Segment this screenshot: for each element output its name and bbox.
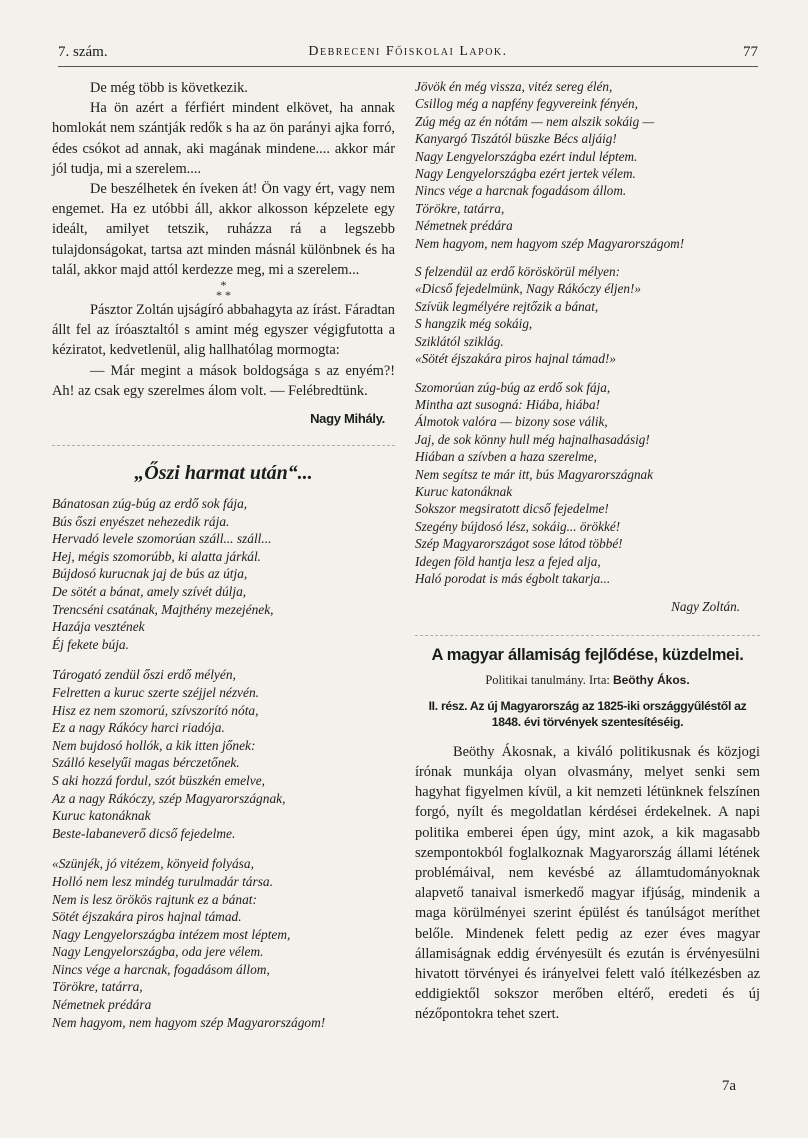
verse-line: Törökre, tatárra,: [415, 200, 505, 216]
verse-line: Nincs vége a harcnak, fogadásom állom,: [52, 961, 270, 977]
verse-line: Nagy Lengyelországba, oda jere vélem.: [52, 944, 264, 960]
verse-line: Mintha azt susogná: Hiába, hiába!: [415, 396, 600, 412]
section-stars: [52, 278, 395, 303]
verse-line: Hisz ez nem szomorú, szívszorító nóta,: [52, 702, 259, 718]
right-column: [415, 78, 760, 1025]
verse-line: Jaj, de sok könny hull még hajnalhasadásig!: [415, 431, 650, 447]
divider: [415, 626, 760, 636]
article-body: Beöthy Ákosnak, a kiváló politikusnak és közjogi írónak munkája olyan olvasmány, melyet senki sem hagyhat figyelmen kívül, a kit nemzeti létünknek felszínen forgó, nyílt és megoldatlan kérdései érdekelnek. A napi politika emberei épen úgy, mint azok, a kik magasabb szempontokból foglalkoznak Magyarország állami létének problémáival, nem kevésbé az államtudományoknak alapvető tanaival ismerkedő magyar ifjúság, mindenik a maga körülményei szerint épülést és tanúlságot meríthet belőle. Mindenek felett pedig az ezer éves magyar államiságnak eddig érvényesült és ezután is érvényesülni hivatott törvényei és irányelvei felett való ítélkezésben az eddigiektől sokszor merőben eltérő, eredeti és új nézőpontokra tehet szert.: [415, 743, 760, 1023]
story-paragraph: Ha ön azért a férfiért mindent elkövet, ha annak homlokát nem szántják redők s ha az ön parányi ajka forró, édes csókot ad annak, aki magának mindene.... akkor már jól tudja, mi a szerelem....: [52, 100, 395, 177]
verse-line: Szálló keselyűi magas bérczetőnek.: [52, 755, 240, 771]
verse-line: Hazája vesztének: [52, 619, 145, 635]
verse-line: «Dicső fejedelmünk, Nagy Rákóczy éljen!»: [415, 281, 641, 297]
divider: [52, 436, 395, 446]
story-paragraph: De beszélhetek én íveken át! Ön vagy ért, vagy nem engemet. Ha ez utóbbi áll, akkor alkosson képzelete egy ideált, amilyet tetszik, ruházza rá a legszebb tulajdonságokat, tartsa azt minden másnál különbnek és ha talál, akkor majd attól kerdezze meg, mi a szerelem...: [52, 181, 395, 278]
verse-line: Sokszor megsiratott dicső fejedelme!: [415, 501, 609, 517]
verse-line: Jövök én még vissza, vitéz sereg élén,: [415, 79, 613, 94]
signature-mark: 7a: [721, 1078, 736, 1094]
verse-line: Nem is lesz örökös rajtunk ez a bánat:: [52, 891, 257, 907]
poet-signature: Nagy Zoltán.: [671, 599, 740, 615]
star-top: *: [220, 278, 227, 293]
verse-line: Bánatosan zúg-búg az erdő sok fája,: [52, 496, 248, 512]
poem: [52, 495, 395, 1031]
verse-line: Nem bujdosó hollók, a kik itten jőnek:: [52, 737, 256, 753]
article-title: A magyar államiság fejlődése, küzdelmei.: [431, 645, 744, 664]
verse-line: Zúg még az én nótám — nem alszik sokáig —: [415, 113, 655, 129]
verse-line: Szívük legmélyére rejtőzik a bánat,: [415, 298, 599, 314]
verse-line: Nem segítsz te már itt, bús Magyarországnak: [415, 466, 653, 482]
verse-line: Szomorúan zúg-búg az erdő sok fája,: [415, 379, 611, 395]
subtitle-prefix: Politikai tanulmány. Irta:: [485, 672, 610, 687]
verse-line: Németnek prédára: [52, 997, 152, 1013]
verse-line: Törökre, tatárra,: [52, 979, 143, 995]
verse-line: Idegen föld hantja lesz a fejed alja,: [415, 553, 601, 569]
verse-line: Németnek prédára: [415, 218, 513, 234]
stanza: [52, 495, 395, 653]
verse-line: Nincs vége a harcnak fogadásom állom.: [415, 183, 627, 199]
article-subtitle: [415, 673, 760, 688]
author-signature: Nagy Mihály.: [310, 411, 385, 427]
verse-line: Hej, mégis szomorúbb, ki alatta járkál.: [52, 548, 262, 564]
verse-line: S hangzik még sokáig,: [415, 316, 533, 332]
verse-line: Nagy Lengyelországba ezért indul léptem.: [415, 148, 638, 164]
story-paragraph: De még több is következik.: [90, 80, 248, 96]
story-paragraph: Pásztor Zoltán ujságíró abbahagyta az írást. Fáradtan állt fel az íróasztaltól s amint még egyszer végigfutotta a kéziratot, kedvetlenül, alig hallhatólag mormogta:: [52, 302, 395, 359]
verse-line: Hervadó levele szomorúan száll... száll...: [52, 531, 272, 547]
verse-line: Bús őszi enyészet nehezedik rája.: [52, 513, 230, 529]
stanza: [415, 78, 760, 252]
verse-line: S aki hozzá fordul, szót büszkén emelve,: [52, 772, 265, 788]
verse-line: «Sötét éjszakára piros hajnal támad!»: [415, 351, 616, 367]
verse-line: S felzendül az erdő köröskörül mélyen:: [415, 264, 620, 280]
verse-line: Beste-labaneverő dicső fejedelme.: [52, 825, 236, 841]
verse-line: Nem hagyom, nem hagyom szép Magyarországom!: [415, 235, 685, 251]
verse-line: Nem hagyom, nem hagyom szép Magyarországom!: [52, 1014, 326, 1030]
journal-title: Debreceni Főiskolai Lapok.: [308, 44, 508, 59]
verse-line: «Szünjék, jó vitézem, könyeid folyása,: [52, 856, 254, 872]
left-column: [52, 78, 395, 1044]
article-section: II. rész. Az új Magyarország az 1825-iki országgyűléstől az 1848. évi törvények szentesítéséig.: [428, 698, 747, 729]
verse-line: Holló nem lesz mindég turulmadár társa.: [52, 873, 273, 889]
poem-continued: [415, 78, 760, 616]
verse-line: Ez a nagy Rákócy harci riadója.: [52, 720, 225, 736]
verse-line: Az a nagy Rákóczy, szép Magyarországnak,: [52, 790, 286, 806]
verse-line: Álmotok valóra — bizony sose válik,: [415, 414, 608, 430]
verse-line: Sötét éjszakára piros hajnal támad.: [52, 909, 242, 925]
article-author: Beöthy Ákos.: [612, 672, 690, 687]
stanza: [52, 855, 395, 1031]
stanza: [415, 263, 760, 367]
verse-line: Nagy Lengyelországba ezért jertek vélem.: [415, 166, 636, 182]
poem-title: „Őszi harmat után“...: [134, 462, 313, 485]
star-bottom: * *: [216, 288, 231, 303]
verse-line: Kuruc katonáknak: [415, 483, 513, 499]
verse-line: Kanyargó Tiszától büszke Bécs aljáig!: [415, 131, 617, 147]
verse-line: De sötét a bánat, amely szívét dúlja,: [52, 584, 247, 600]
header-rule: [58, 66, 758, 67]
verse-line: Bújdosó kurucnak jaj de bús az útja,: [52, 566, 248, 582]
issue-number: 7. szám.: [58, 44, 108, 60]
verse-line: Csillog még a napfény fegyvereink fényén,: [415, 96, 638, 112]
story-paragraph: — Már megint a mások boldogsága s az enyém?! Ah! az csak egy szerelmes álom volt. — Felébredtünk.: [52, 362, 395, 399]
verse-line: Tárogató zendül őszi erdő mélyén,: [52, 667, 236, 683]
verse-line: Éj fekete búja.: [52, 636, 129, 652]
verse-line: Felretten a kuruc szerte széjjel nézvén.: [52, 684, 259, 700]
verse-line: Szép Magyarországot sose látod többé!: [415, 536, 623, 552]
verse-line: Szegény bújdosó lész, sokáig... örökké!: [415, 518, 621, 534]
stanza: [415, 379, 760, 588]
verse-line: Hiában a szívben a haza szerelme,: [415, 449, 597, 465]
verse-line: Trencséni csatának, Majthény mezejének,: [52, 601, 274, 617]
verse-line: Haló porodat is más égbolt takarja...: [415, 570, 611, 586]
page-number: 77: [743, 44, 758, 60]
verse-line: Sziklától sziklág.: [415, 333, 504, 349]
verse-line: Kuruc katonáknak: [52, 808, 151, 824]
verse-line: Nagy Lengyelországba intézem most léptem,: [52, 926, 291, 942]
stanza: [52, 666, 395, 842]
